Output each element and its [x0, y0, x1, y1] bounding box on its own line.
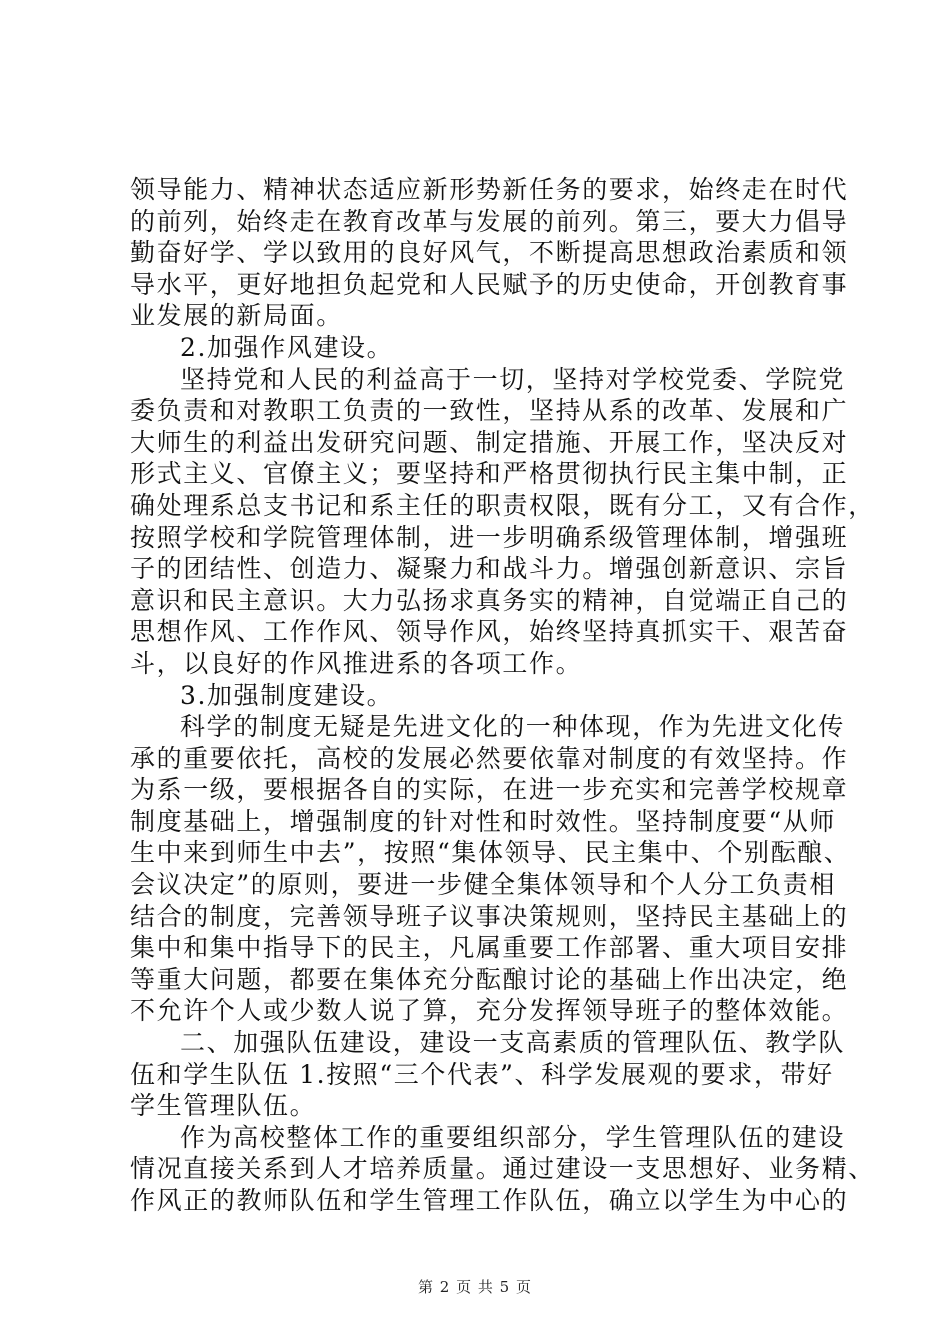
text-line: 导水平，更好地担负起党和人民赋予的历史使命，开创教育事 [130, 269, 849, 299]
text-line: 确处理系总支书记和系主任的职责权限，既有分工，又有合作， [130, 490, 875, 520]
text-line: 为系一级，要根据各自的实际，在进一步充实和完善学校规章 [130, 775, 849, 805]
text-line: 2.加强作风建设。 [180, 332, 394, 362]
text-line: 意识和民主意识。大力弘扬求真务实的精神，自觉端正自己的 [130, 585, 849, 615]
text-line: 伍和学生队伍 1.按照“三个代表”、科学发展观的要求，带好 [130, 1059, 834, 1089]
text-line: 承的重要依托，高校的发展必然要依靠对制度的有效坚持。作 [130, 743, 849, 773]
text-line: 生中来到师生中去”，按照“集体领导、民主集中、个别酝酿、 [130, 838, 851, 868]
text-line: 按照学校和学院管理体制，进一步明确系级管理体制，增强班 [130, 522, 849, 552]
text-line: 科学的制度无疑是先进文化的一种体现，作为先进文化传 [180, 712, 846, 742]
text-line: 领导能力、精神状态适应新形势新任务的要求，始终走在时代 [130, 175, 849, 204]
text-line: 不允许个人或少数人说了算，充分发挥领导班子的整体效能。 [130, 996, 849, 1026]
text-line: 作风正的教师队伍和学生管理工作队伍，确立以学生为中心的 [130, 1186, 849, 1215]
text-line: 思想作风、工作作风、领导作风，始终坚持真抓实干、艰苦奋 [130, 617, 849, 647]
text-line: 坚持党和人民的利益高于一切，坚持对学校党委、学院党 [180, 364, 846, 394]
text-line: 的前列，始终走在教育改革与发展的前列。第三，要大力倡导 [130, 206, 849, 236]
text-line: 子的团结性、创造力、凝聚力和战斗力。增强创新意识、宗旨 [130, 554, 849, 584]
text-line: 勤奋好学、学以致用的良好风气，不断提高思想政治素质和领 [130, 238, 849, 268]
text-line: 会议决定”的原则，要进一步健全集体领导和个人分工负责相 [130, 870, 836, 900]
text-line: 学生管理队伍。 [130, 1091, 317, 1121]
text-line: 斗，以良好的作风推进系的各项工作。 [130, 648, 583, 678]
text-line: 制度基础上，增强制度的针对性和时效性。坚持制度要“从师 [130, 806, 836, 836]
text-line: 集中和集中指导下的民主，凡属重要工作部署、重大项目安排 [130, 933, 849, 963]
body-text [130, 174, 875, 1217]
page-footer: 第 2 页 共 5 页 [418, 1278, 532, 1296]
text-line: 情况直接关系到人才培养质量。通过建设一支思想好、业务精、 [130, 1154, 875, 1184]
text-line: 委负责和对教职工负责的一致性，坚持从系的改革、发展和广 [130, 396, 849, 426]
text-line: 形式主义、官僚主义；要坚持和严格贯彻执行民主集中制，正 [130, 459, 849, 489]
text-line: 作为高校整体工作的重要组织部分，学生管理队伍的建设 [180, 1122, 846, 1152]
text-line: 结合的制度，完善领导班子议事决策规则，坚持民主基础上的 [130, 901, 849, 931]
text-line: 等重大问题，都要在集体充分酝酿讨论的基础上作出决定，绝 [130, 964, 849, 994]
text-line: 3.加强制度建设。 [180, 680, 394, 710]
text-line: 二、加强队伍建设，建设一支高素质的管理队伍、教学队 [180, 1028, 846, 1058]
text-line: 业发展的新局面。 [130, 301, 343, 331]
text-line: 大师生的利益出发研究问题、制定措施、开展工作，坚决反对 [130, 427, 849, 457]
